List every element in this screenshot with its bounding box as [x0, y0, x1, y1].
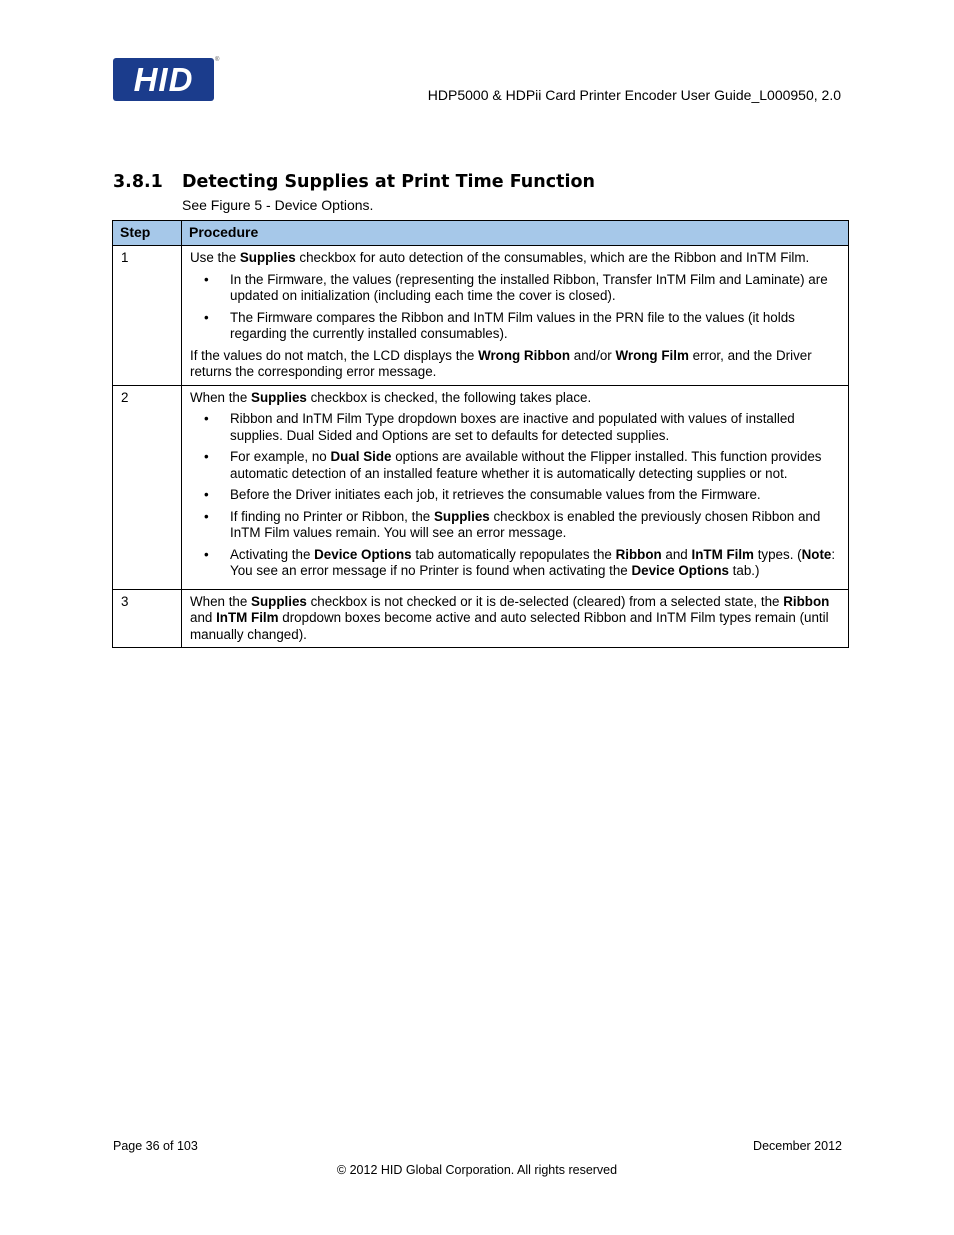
bold-text: InTM Film [216, 610, 279, 625]
step-cell: 1 [113, 246, 182, 386]
list-item [230, 449, 840, 482]
document-title: HDP5000 & HDPii Card Printer Encoder User Guide_L000950, 2.0 [427, 87, 841, 103]
bold-text: Supplies [239, 250, 296, 265]
bold-text: Wrong Ribbon [478, 347, 571, 363]
procedure-cell [182, 246, 849, 386]
bold-text: Supplies [251, 389, 307, 405]
text-run: Before the Driver initiates each job, it retrieves the consumable values from the Firmware. [230, 487, 761, 502]
bold-text: Supplies [251, 593, 307, 609]
text-run: tab.) [728, 563, 760, 578]
bold-text: Device Options [631, 563, 729, 578]
text-run: Use the [190, 250, 240, 265]
text-run: checkbox is checked, the following takes place. [306, 389, 592, 405]
registered-mark: ® [215, 57, 220, 63]
procedure-cell [182, 385, 849, 589]
list-item [230, 509, 840, 542]
step-cell: 3 [113, 589, 182, 648]
text-run: and [190, 610, 217, 625]
list-item [230, 272, 840, 305]
text-run: The Firmware compares the Ribbon and InTM Film values in the PRN file to the values (it holds regarding the currently installed consumables). [230, 309, 795, 341]
step-cell: 2 [113, 385, 182, 589]
list-item [230, 310, 840, 343]
text-run: In the Firmware, the values (representing the installed Ribbon, Transfer InTM Film and Laminate) are updated on initialization (including each time the cover is closed). [230, 271, 828, 303]
section-number: 3.8.1 [113, 172, 163, 192]
procedure-intro [190, 594, 840, 644]
text-run: error, and the Driver returns the corresponding error message. [190, 347, 812, 379]
bold-text: Device Options [314, 546, 412, 562]
column-header-step: Step [113, 221, 182, 246]
list-item [230, 487, 840, 504]
procedure-outro [190, 348, 840, 381]
procedure-table [112, 220, 849, 648]
section-title: Detecting Supplies at Print Time Function [182, 172, 595, 192]
bullet-list [190, 411, 840, 580]
text-run: When the [190, 593, 252, 609]
text-run: types. ( [753, 546, 802, 562]
section-heading [113, 172, 595, 192]
text-run: For example, no [230, 449, 331, 464]
bold-text: InTM Film [691, 546, 754, 562]
text-run: tab automatically repopulates the [411, 546, 616, 562]
text-run: When the [190, 389, 252, 405]
table-row [113, 385, 849, 589]
table-header-row [113, 221, 849, 246]
text-run: dropdown boxes become active and auto selected Ribbon and InTM Film types remain (until manually changed). [190, 610, 829, 642]
text-run: If the values do not match, the LCD displays the [190, 347, 479, 363]
column-header-procedure: Procedure [182, 221, 849, 246]
figure-reference: See Figure 5 - Device Options. [182, 197, 374, 213]
text-run: : You see an error message if no Printer is found when activating the [230, 546, 836, 578]
bold-text: Note [801, 546, 832, 562]
procedure-cell [182, 589, 849, 648]
bold-text: Dual Side [330, 449, 392, 464]
bold-text: Supplies [433, 508, 490, 524]
bold-text: Ribbon [783, 593, 830, 609]
text-run: options are available without the Flipper installed. This function provides automatic detection of an installed feature whether it is automatically detecting supplies or not. [230, 449, 822, 481]
list-item [230, 547, 840, 580]
page-number: Page 36 of 103 [113, 1139, 198, 1153]
text-run: checkbox is enabled the previously chosen Ribbon and InTM Film values remain. You will see an error message. [230, 508, 821, 540]
list-item [230, 411, 840, 444]
table-row [113, 246, 849, 386]
bold-text: Ribbon [615, 546, 662, 562]
text-run: and/or [570, 347, 616, 363]
logo-text: HID [133, 61, 194, 98]
text-run: Activating the [230, 546, 315, 562]
bold-text: Wrong Film [615, 347, 689, 363]
text-run: If finding no Printer or Ribbon, the [230, 508, 434, 524]
text-run: Ribbon and InTM Film Type dropdown boxes are inactive and populated with values of installed supplies. Dual Sided and Options are set to defaults for detected supplies. [230, 411, 795, 443]
procedure-intro [190, 250, 840, 267]
text-run: and [661, 546, 692, 562]
table-body [113, 246, 849, 648]
text-run: checkbox for auto detection of the consumables, which are the Ribbon and InTM Film. [295, 250, 810, 265]
text-run: checkbox is not checked or it is de-selected (cleared) from a selected state, the [306, 593, 784, 609]
footer-date: December 2012 [753, 1139, 842, 1153]
hid-logo [113, 58, 214, 101]
procedure-intro [190, 390, 840, 407]
bullet-list [190, 272, 840, 343]
table-row [113, 589, 849, 648]
copyright: © 2012 HID Global Corporation. All rights reserved [336, 1163, 618, 1177]
